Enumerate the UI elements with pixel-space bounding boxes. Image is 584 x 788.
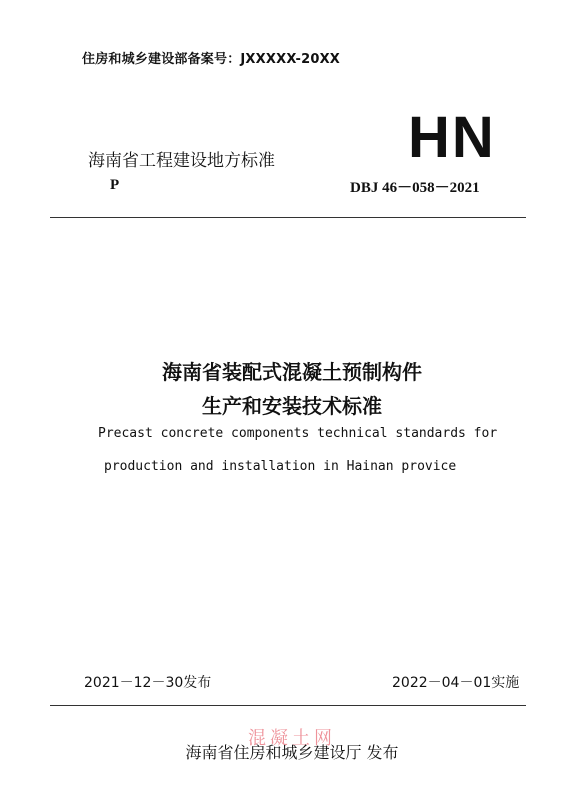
title-zh-line1: 海南省装配式混凝土预制构件 [162,360,422,384]
filing-number: 住房和城乡建设部备案号：JXXXXX-20XX [82,52,341,67]
bottom-divider [50,705,526,706]
publisher: 海南省住房和城乡建设厅 发布 [185,743,399,762]
standard-code: DBJ 46－058－2021 [350,180,480,196]
issue-date: 2021－12－30发布 [84,675,212,691]
title-zh-line2: 生产和安装技术标准 [202,394,382,418]
standard-category: 海南省工程建设地方标准 [88,151,275,171]
implementation-date: 2022－04－01实施 [392,675,520,691]
title-en-line1: Precast concrete components technical standards for [98,426,498,441]
title-en-line2: production and installation in Hainan provice [104,459,457,474]
top-divider [50,217,526,218]
region-code: HN [408,105,496,170]
classification-letter: P [110,177,120,193]
watermark: 混凝土网 [248,728,336,749]
